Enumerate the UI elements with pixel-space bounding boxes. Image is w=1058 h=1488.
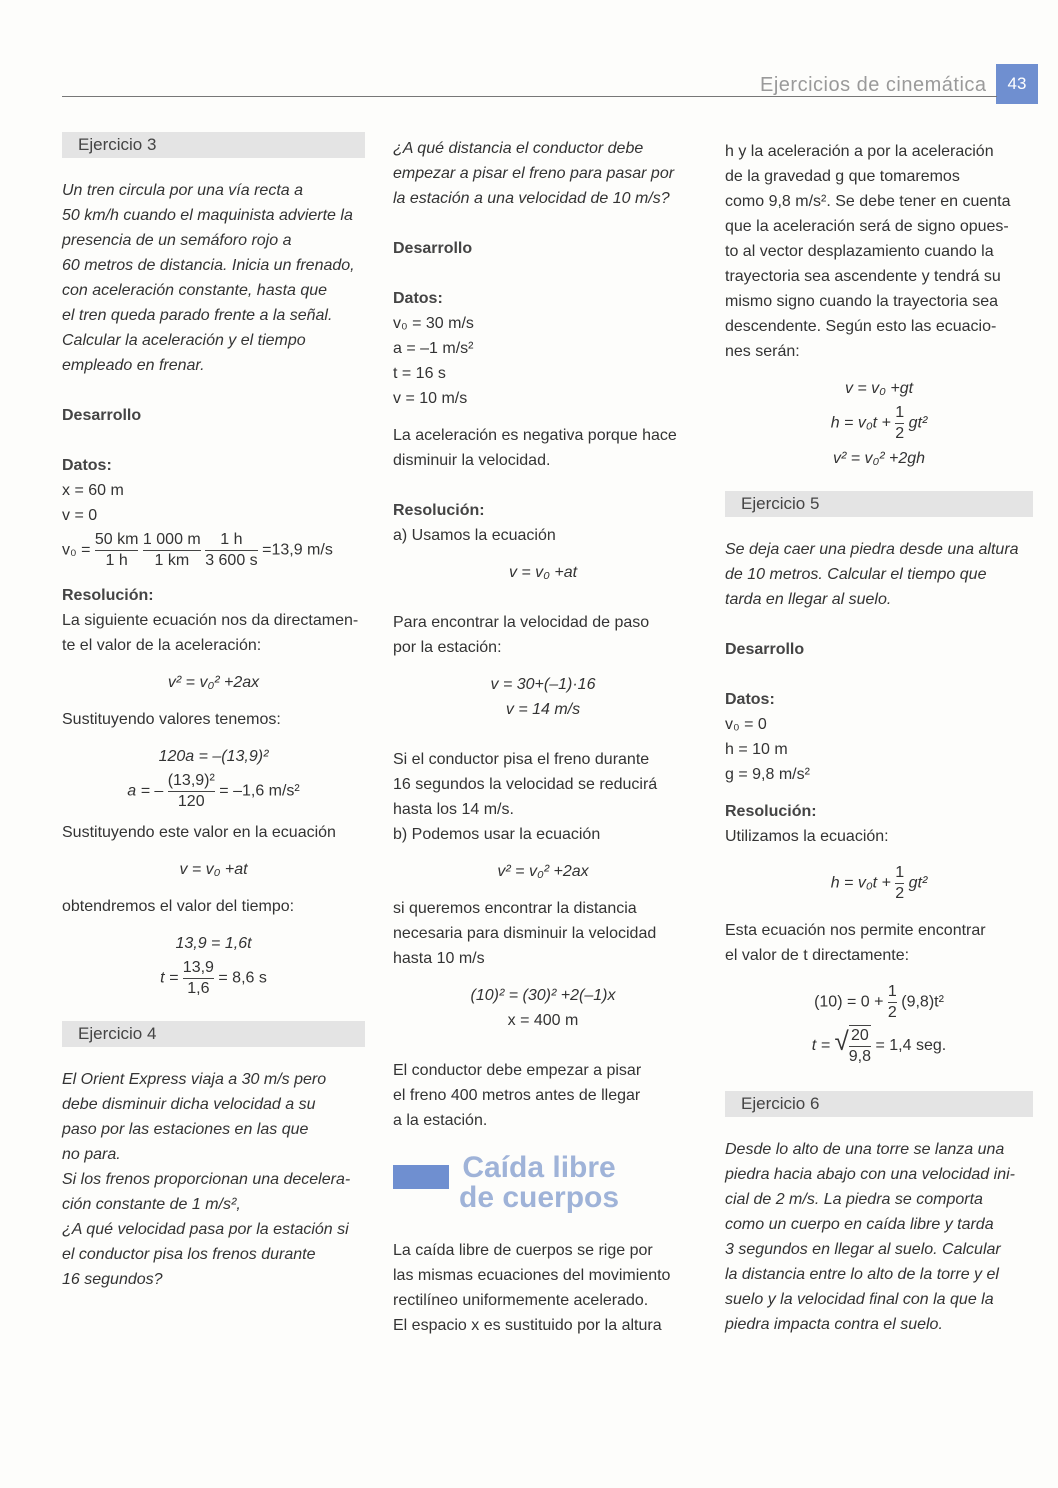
body-line: el freno 400 metros antes de llegar bbox=[393, 1087, 641, 1104]
fraction bbox=[895, 863, 904, 904]
fraction bbox=[168, 771, 215, 812]
datos-heading: Datos: bbox=[393, 290, 443, 307]
numerator: 13,9 bbox=[183, 958, 214, 979]
desarrollo-heading: Desarrollo bbox=[725, 641, 805, 658]
statement-line: ¿A qué velocidad pasa por la estación si bbox=[62, 1221, 349, 1238]
body-line: La aceleración es negativa porque hace bbox=[393, 427, 677, 444]
statement-line: tarda en llegar al suelo. bbox=[725, 591, 892, 608]
statement-line: con aceleración constante, hasta que bbox=[62, 282, 328, 299]
body-line: obtendremos el valor del tiempo: bbox=[62, 898, 295, 915]
statement-line: Si los frenos proporcionan una decelera- bbox=[62, 1171, 351, 1188]
fraction bbox=[143, 530, 201, 571]
desarrollo-heading: Desarrollo bbox=[393, 240, 473, 257]
resolucion-heading: Resolución: bbox=[393, 502, 485, 519]
equation: v = v₀ +at bbox=[179, 861, 248, 878]
data-line: v₀ = 0 bbox=[725, 716, 767, 733]
denominator: 1 km bbox=[154, 552, 190, 569]
statement-line: la estación a una velocidad de 10 m/s? bbox=[393, 190, 670, 207]
equation bbox=[725, 1025, 1033, 1067]
body-line: La caída libre de cuerpos se rige por bbox=[393, 1242, 653, 1259]
statement-line: como un cuerpo en caída libre y tarda bbox=[725, 1216, 994, 1233]
equation-text: v₀ = bbox=[62, 541, 91, 559]
equation-text: = 1,4 seg. bbox=[875, 1037, 947, 1055]
equation: 120a = –(13,9)² bbox=[158, 748, 269, 765]
data-line: v = 0 bbox=[62, 507, 98, 524]
statement-line: de 10 metros. Calcular el tiempo que bbox=[725, 566, 987, 583]
equation: v = 30+(–1)·16 bbox=[490, 676, 596, 693]
datos-heading: Datos: bbox=[725, 691, 775, 708]
numerator: 1 h bbox=[205, 530, 257, 551]
body-line: descendente. Según esto las ecuacio- bbox=[725, 318, 997, 335]
body-line: las mismas ecuaciones del movimiento bbox=[393, 1267, 671, 1284]
statement-line: el conductor pisa los frenos durante bbox=[62, 1246, 316, 1263]
fraction bbox=[205, 530, 257, 571]
body-line: to al vector desplazamiento cuando la bbox=[725, 243, 994, 260]
body-line: Si el conductor pisa el freno durante bbox=[393, 751, 650, 768]
body-line: Utilizamos la ecuación: bbox=[725, 828, 889, 845]
statement-line: no para. bbox=[62, 1146, 121, 1163]
body-line: trayectoria sea ascendente y tendrá su bbox=[725, 268, 1001, 285]
equation: (10)² = (30)² +2(–1)x bbox=[470, 987, 616, 1004]
equation-text: gt² bbox=[908, 874, 928, 892]
numerator: 1 bbox=[895, 403, 904, 424]
exercise-3-statement bbox=[62, 178, 365, 378]
section-title-line: de cuerpos bbox=[459, 1181, 620, 1214]
fraction bbox=[183, 958, 214, 999]
equation: v = 14 m/s bbox=[505, 701, 581, 718]
statement-line: Un tren circula por una vía recta a bbox=[62, 182, 304, 199]
equation-text: = –1,6 m/s² bbox=[219, 782, 300, 800]
numerator: 1 000 m bbox=[143, 530, 201, 551]
equation: 13,9 = 1,6t bbox=[175, 935, 252, 952]
numerator: (13,9)² bbox=[168, 771, 215, 792]
denominator: 2 bbox=[895, 885, 905, 902]
v0-conversion bbox=[62, 530, 365, 571]
data-line: v = 10 m/s bbox=[393, 390, 468, 407]
statement-line: piedra hacia abajo con una velocidad ini- bbox=[725, 1166, 1015, 1183]
body-line: te el valor de la aceleración: bbox=[62, 637, 262, 654]
statement-line: El Orient Express viaja a 30 m/s pero bbox=[62, 1071, 327, 1088]
data-line: x = 60 m bbox=[62, 482, 124, 499]
body-line: necesaria para disminuir la velocidad bbox=[393, 925, 657, 942]
equation bbox=[725, 403, 1033, 444]
equation: v = v₀ +gt bbox=[844, 380, 914, 397]
statement-line: empezar a pisar el freno para pasar por bbox=[393, 165, 675, 182]
data-line: g = 9,8 m/s² bbox=[725, 766, 810, 783]
exercise-4-statement bbox=[62, 1067, 365, 1292]
desarrollo-heading: Desarrollo bbox=[62, 407, 142, 424]
equation-text: a = – bbox=[127, 782, 164, 800]
body-line: b) Podemos usar la ecuación bbox=[393, 826, 601, 843]
body-line: de la gravedad g que tomaremos bbox=[725, 168, 960, 185]
equation: v² = v₀² +2ax bbox=[167, 674, 260, 691]
statement-line: 3 segundos en llegar al suelo. Calcular bbox=[725, 1241, 1001, 1258]
body-line: rectilíneo uniformemente acelerado. bbox=[393, 1292, 649, 1309]
body-line: hasta 10 m/s bbox=[393, 950, 485, 967]
data-line: v₀ = 30 m/s bbox=[393, 315, 474, 332]
running-header-title: Ejercicios de cinemática bbox=[760, 74, 987, 96]
resolucion-heading: Resolución: bbox=[62, 587, 154, 604]
section-title-caida-libre bbox=[393, 1153, 693, 1213]
body-line: mismo signo cuando la trayectoria sea bbox=[725, 293, 999, 310]
numerator: 1 bbox=[888, 982, 897, 1003]
equation bbox=[725, 982, 1033, 1023]
statement-line: 60 metros de distancia. Inicia un frenado, bbox=[62, 257, 355, 274]
data-line: t = 16 s bbox=[393, 365, 446, 382]
equation: v² = v₀² +2gh bbox=[832, 450, 926, 467]
statement-line: la distancia entre lo alto de la torre y el bbox=[725, 1266, 999, 1283]
equation-text: (9,8)t² bbox=[901, 993, 944, 1011]
equation-text: t = bbox=[811, 1037, 831, 1055]
body-line: si queremos encontrar la distancia bbox=[393, 900, 637, 917]
column-1 bbox=[62, 132, 365, 1292]
exercise-4-question bbox=[393, 136, 693, 211]
section-title-line: Caída libre bbox=[462, 1151, 616, 1184]
body-line: Esta ecuación nos permite encontrar bbox=[725, 922, 986, 939]
statement-line: presencia de un semáforo rojo a bbox=[62, 232, 292, 249]
numerator: 50 km bbox=[95, 530, 139, 551]
equation-text: h = v₀t + bbox=[830, 874, 891, 892]
equation: x = 400 m bbox=[507, 1012, 579, 1029]
data-line: h = 10 m bbox=[725, 741, 788, 758]
statement-line: paso por las estaciones en las que bbox=[62, 1121, 309, 1138]
denominator: 1 h bbox=[105, 552, 128, 569]
statement-line: suelo y la velocidad final con la que la bbox=[725, 1291, 994, 1308]
body-line: a) Usamos la ecuación bbox=[393, 527, 556, 544]
section-title-text bbox=[459, 1153, 619, 1213]
body-line: La siguiente ecuación nos da directamen- bbox=[62, 612, 359, 629]
page-number: 43 bbox=[996, 64, 1038, 104]
equation: v = v₀ +at bbox=[508, 564, 578, 581]
section-marker-block bbox=[393, 1165, 449, 1189]
equation-text: h = v₀t + bbox=[830, 414, 891, 432]
body-line: por la estación: bbox=[393, 639, 502, 656]
statement-line: ción constante de 1 m/s², bbox=[62, 1196, 241, 1213]
denominator: 3 600 s bbox=[205, 552, 258, 569]
statement-line: 16 segundos? bbox=[62, 1271, 163, 1288]
column-3 bbox=[725, 139, 1033, 1337]
body-line: el valor de t directamente: bbox=[725, 947, 910, 964]
denominator: 9,8 bbox=[848, 1048, 872, 1065]
equation-text: gt² bbox=[908, 414, 928, 432]
exercise-4-heading: Ejercicio 4 bbox=[62, 1021, 365, 1047]
datos-heading: Datos: bbox=[62, 457, 112, 474]
numerator: 20 bbox=[849, 1026, 871, 1047]
body-line: Para encontrar la velocidad de paso bbox=[393, 614, 650, 631]
body-line: hasta los 14 m/s. bbox=[393, 801, 514, 818]
body-line: h y la aceleración a por la aceleración bbox=[725, 143, 994, 160]
fraction bbox=[888, 982, 897, 1023]
statement-line: Se deja caer una piedra desde una altura bbox=[725, 541, 1019, 558]
data-line: a = –1 m/s² bbox=[393, 340, 474, 357]
fraction bbox=[895, 403, 904, 444]
resolucion-heading: Resolución: bbox=[725, 803, 817, 820]
equation bbox=[725, 863, 1033, 904]
statement-line: 50 km/h cuando el maquinista advierte la bbox=[62, 207, 353, 224]
body-line: Sustituyendo este valor en la ecuación bbox=[62, 824, 336, 841]
square-root-icon: √ bbox=[834, 1026, 849, 1057]
column-2 bbox=[393, 136, 693, 1338]
equation bbox=[62, 958, 365, 999]
equation bbox=[62, 771, 365, 812]
denominator: 2 bbox=[887, 1004, 897, 1021]
body-line: que la aceleración será de signo opues- bbox=[725, 218, 1009, 235]
fraction bbox=[849, 1025, 871, 1067]
denominator: 1,6 bbox=[187, 980, 210, 997]
body-line: disminuir la velocidad. bbox=[393, 452, 551, 469]
numerator: 1 bbox=[895, 863, 904, 884]
denominator: 2 bbox=[895, 425, 905, 442]
exercise-3-heading: Ejercicio 3 bbox=[62, 132, 365, 158]
statement-line: Desde lo alto de una torre se lanza una bbox=[725, 1141, 1005, 1158]
body-line: a la estación. bbox=[393, 1112, 488, 1129]
statement-line: Calcular la aceleración y el tiempo bbox=[62, 332, 306, 349]
statement-line: piedra impacta contra el suelo. bbox=[725, 1316, 943, 1333]
statement-line: empleado en frenar. bbox=[62, 357, 205, 374]
statement-line: ¿A qué distancia el conductor debe bbox=[393, 140, 644, 157]
equation: v² = v₀² +2ax bbox=[497, 863, 589, 880]
equation-text: = 8,6 s bbox=[218, 969, 267, 987]
body-line: Sustituyendo valores tenemos: bbox=[62, 711, 281, 728]
body-line: El espacio x es sustituido por la altura bbox=[393, 1317, 662, 1334]
header-rule bbox=[62, 96, 997, 97]
exercise-5-statement bbox=[725, 537, 1033, 612]
fraction bbox=[95, 530, 139, 571]
statement-line: cial de 2 m/s. La piedra se comporta bbox=[725, 1191, 983, 1208]
body-line: El conductor debe empezar a pisar bbox=[393, 1062, 642, 1079]
body-line: nes serán: bbox=[725, 343, 800, 360]
equation-text: =13,9 m/s bbox=[262, 541, 333, 559]
body-line: como 9,8 m/s². Se debe tener en cuenta bbox=[725, 193, 1011, 210]
body-line: 16 segundos la velocidad se reducirá bbox=[393, 776, 658, 793]
statement-line: debe disminuir dicha velocidad a su bbox=[62, 1096, 316, 1113]
exercise-6-heading: Ejercicio 6 bbox=[725, 1091, 1033, 1117]
denominator: 120 bbox=[177, 793, 205, 810]
exercise-5-heading: Ejercicio 5 bbox=[725, 491, 1033, 517]
equation-text: t = bbox=[160, 969, 179, 987]
exercise-6-statement bbox=[725, 1137, 1033, 1337]
equation-text: (10) = 0 + bbox=[814, 993, 884, 1011]
statement-line: el tren queda parado frente a la señal. bbox=[62, 307, 333, 324]
